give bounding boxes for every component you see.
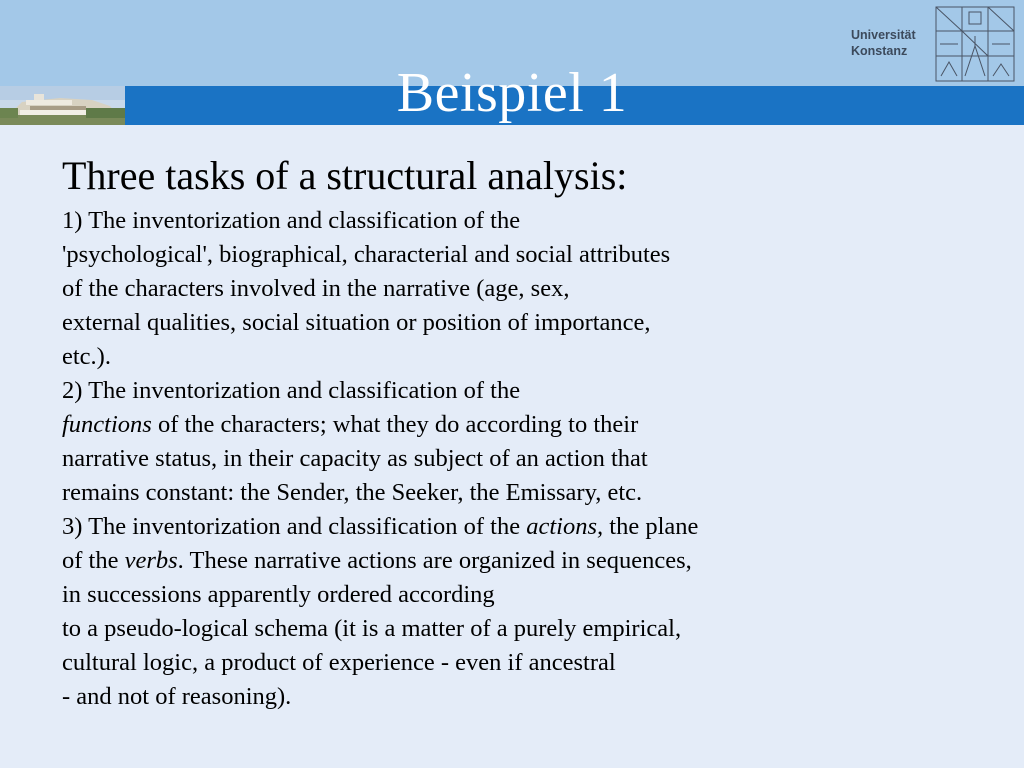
body-line-1: 1) The inventorization and classification of the bbox=[62, 207, 521, 234]
body-line-10 bbox=[62, 510, 992, 544]
body-line-9: remains constant: the Sender, the Seeker, the Emissary, etc. bbox=[62, 479, 643, 506]
logo-line-2: Konstanz bbox=[851, 44, 908, 58]
body-line-7-rest: of the characters; what they do according to their bbox=[151, 411, 639, 438]
body-line-15: - and not of reasoning). bbox=[62, 683, 292, 710]
logo-line-1: Universität bbox=[851, 28, 916, 42]
slide-title: Beispiel 1 bbox=[396, 62, 628, 124]
body-heading: Three tasks of a structural analysis: bbox=[62, 153, 628, 198]
body-line-10-start: 3) The inventorization and classification of the bbox=[62, 513, 527, 540]
body-line-10-end: the plane bbox=[603, 513, 699, 540]
verbs-emphasis: verbs bbox=[124, 547, 178, 574]
university-logo-text bbox=[851, 27, 916, 59]
body-line-12: in successions apparently ordered according bbox=[62, 581, 495, 608]
functions-emphasis: functions bbox=[62, 411, 152, 438]
body-line-5: etc.). bbox=[62, 343, 111, 370]
body-line-4: external qualities, social situation or position of importance, bbox=[62, 309, 651, 336]
slide-body bbox=[62, 150, 992, 714]
body-line-13: to a pseudo-logical schema (it is a matter of a purely empirical, bbox=[62, 615, 682, 642]
body-line-11-start: of the bbox=[62, 547, 125, 574]
actions-emphasis: actions, bbox=[526, 513, 604, 540]
body-line-6: 2) The inventorization and classification of the bbox=[62, 377, 521, 404]
body-line-7 bbox=[62, 408, 992, 442]
body-line-2: 'psychological', biographical, characterial and social attributes bbox=[62, 241, 671, 268]
body-line-11 bbox=[62, 544, 992, 578]
body-line-14: cultural logic, a product of experience - even if ancestral bbox=[62, 649, 616, 676]
body-line-3: of the characters involved in the narrative (age, sex, bbox=[62, 275, 570, 302]
body-line-11-end: . These narrative actions are organized in sequences, bbox=[177, 547, 692, 574]
body-line-8: narrative status, in their capacity as subject of an action that bbox=[62, 445, 648, 472]
